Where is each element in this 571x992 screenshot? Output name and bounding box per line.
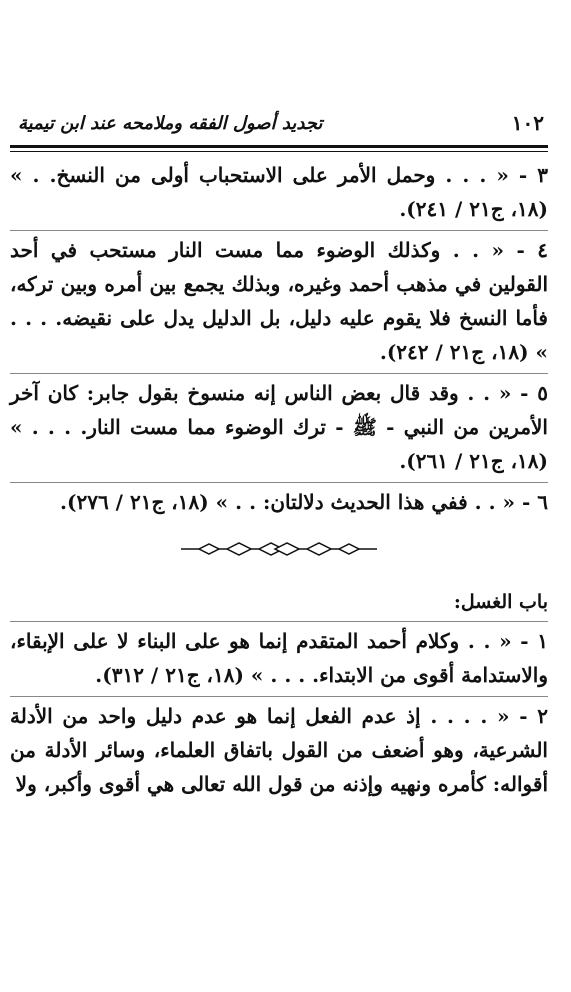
page-number: ١٠٢ <box>511 111 544 135</box>
paragraph-6: ٢ - « . . . . إذ عدم الفعل إنما هو عدم دليل واحد من الأدلة الشرعية، وهو أضعف من القول باتفاق العلماء، وسائر الأدلة من أقواله: كأمره ونهيه وإذنه من قول الله تعالى هي أقوى وأكبر، ولا <box>10 696 548 801</box>
paragraph-2: ٤ - « . . وكذلك الوضوء مما مست النار مستحب في أحد القولين في مذهب أحمد وغيره، وبذلك يجمع بين أمره وبين تركه، فأما النسخ فلا يقوم عليه دليل، بل الدليل يدل على نقيضه. . . . » (١٨، ج٢١ / ٢٤٢). <box>10 230 548 369</box>
paragraph-1: ٣ - « . . . وحمل الأمر على الاستحباب أولى من النسخ. . » (١٨، ج٢١ / ٢٤١). <box>10 163 548 221</box>
ornament-icon <box>179 541 379 557</box>
header-rule-thin <box>10 151 548 152</box>
paragraph-5: ١ - « . . وكلام أحمد المتقدم إنما هو على البناء لا على الإبقاء، والاستدامة أقوى من الابتداء. . . . » (١٨، ج٢١ / ٣١٢). <box>10 621 548 692</box>
paragraph-3: ٥ - « . . وقد قال بعض الناس إنه منسوخ بقول جابر: كان آخر الأمرين من النبي - ﷺ - ترك الوضوء مما مست النار. . . . » (١٨، ج٢١ / ٢٦١). <box>10 373 548 478</box>
header-rule-thick <box>10 145 548 148</box>
page-header <box>10 106 548 140</box>
paragraph-4: ٦ - « . . ففي هذا الحديث دلالتان: . . » (١٨، ج٢١ / ٢٧٦). <box>10 482 548 519</box>
running-title: تجديد أصول الفقه وملامحه عند ابن تيمية <box>18 112 323 134</box>
section-divider-ornament <box>10 527 548 571</box>
page-body <box>10 158 548 801</box>
document-page <box>10 0 548 992</box>
section-heading: باب الغسل: <box>453 591 548 613</box>
